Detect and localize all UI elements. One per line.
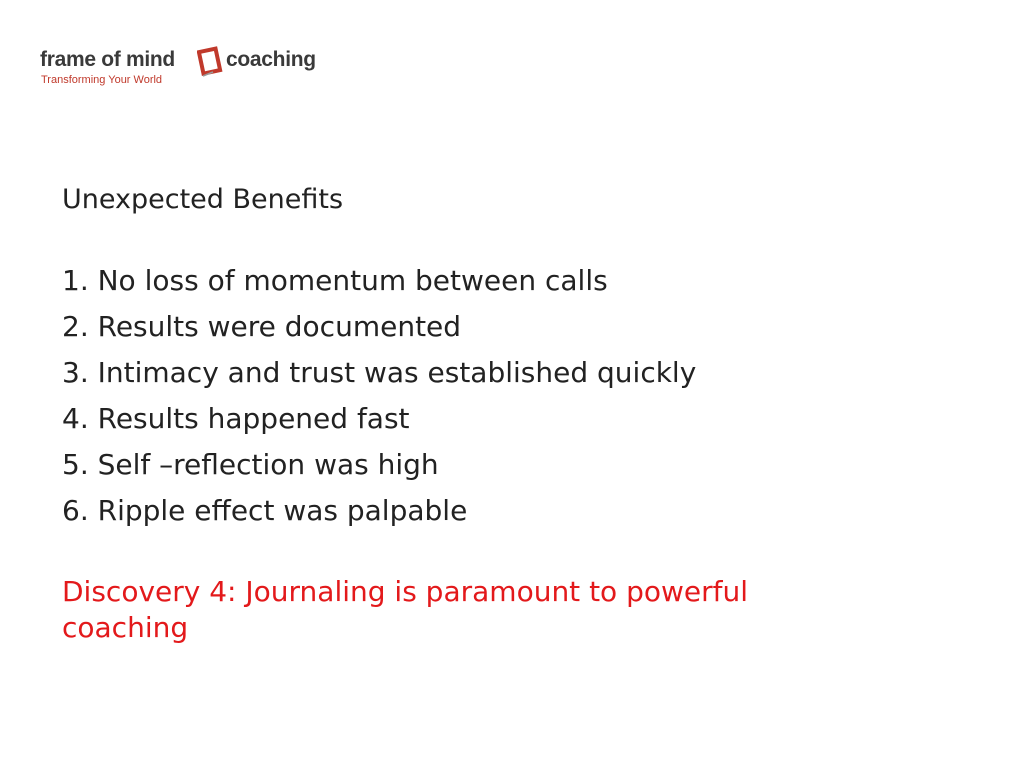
benefit-item-6: 6. Ripple effect was palpable bbox=[62, 494, 468, 527]
logo-text-frame-of-mind: frame of mind bbox=[40, 48, 175, 71]
frame-logo-icon bbox=[197, 46, 223, 78]
company-logo bbox=[40, 44, 340, 92]
slide-content bbox=[62, 178, 962, 646]
benefit-list bbox=[62, 258, 962, 534]
benefit-item-2: 2. Results were documented bbox=[62, 310, 462, 343]
benefit-item-1: 1. No loss of momentum between calls bbox=[62, 264, 608, 297]
benefit-item-3: 3. Intimacy and trust was established quickly bbox=[62, 356, 697, 389]
logo-text-coaching: coaching bbox=[226, 48, 316, 71]
benefit-item-5: 5. Self –reflection was high bbox=[62, 448, 439, 481]
slide-heading: Unexpected Benefits bbox=[62, 184, 344, 215]
discovery-statement: Discovery 4: Journaling is paramount to powerful coaching bbox=[62, 575, 748, 644]
benefit-item-4: 4. Results happened fast bbox=[62, 402, 410, 435]
logo-tagline: Transforming Your World bbox=[41, 74, 163, 86]
